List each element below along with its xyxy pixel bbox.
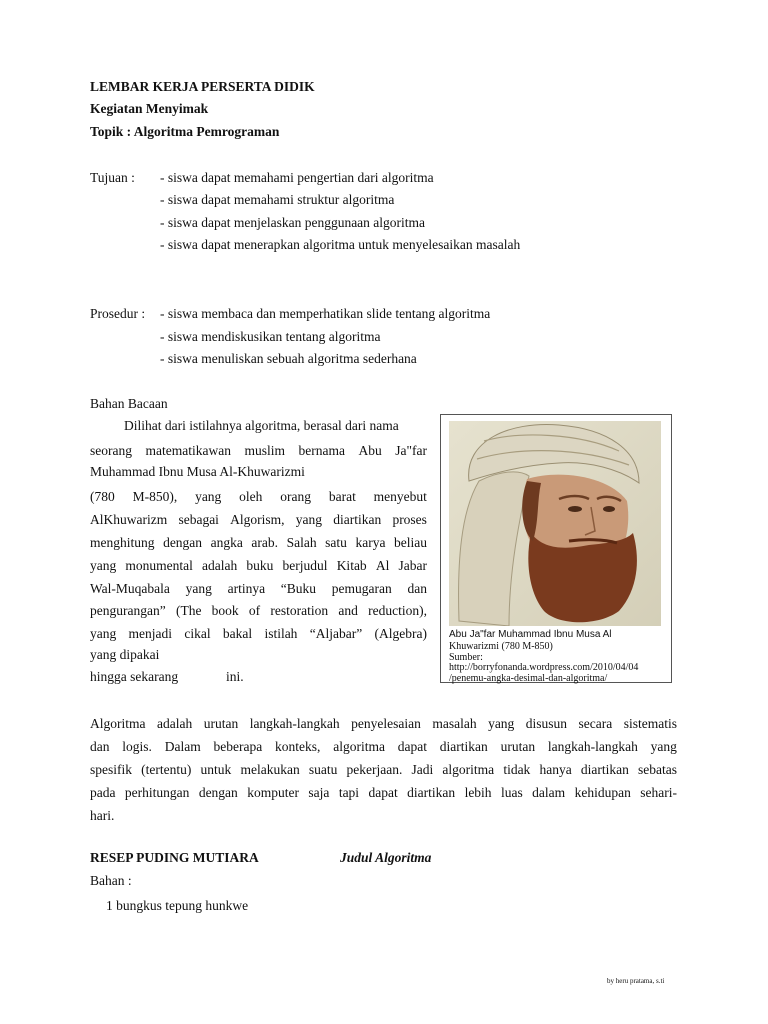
reading-heading: Bahan Bacaan — [90, 396, 168, 411]
tujuan-item: - siswa dapat memahami struktur algoritma — [160, 192, 395, 207]
reading-line-justified: Wal-Muqabala yang artinya “Buku pemugaran dan — [90, 581, 427, 596]
reading-line-justified: menghitung dengan angka arab. Salah satu karya beliau — [90, 535, 427, 550]
recipe-title: RESEP PUDING MUTIARA — [90, 850, 259, 865]
definition-line: spesifik (tertentu) untuk melakukan suatu pekerjaan. Jadi algoritma tidak hanya diartikan sebatas — [90, 762, 677, 777]
reading-line — [90, 601, 427, 620]
reading-line — [90, 533, 427, 552]
reading-line-justified: yang monumental adalah buku berjudul Kitab Al Jabar — [90, 558, 427, 573]
definition-line: Algoritma adalah urutan langkah-langkah penyelesaian masalah yang disusun secara sistematis — [90, 716, 677, 731]
prosedur-label: Prosedur : — [90, 306, 146, 321]
prosedur-item: - siswa membaca dan memperhatikan slide tentang algoritma — [160, 306, 491, 321]
tujuan-item: - siswa dapat memahami pengertian dari algoritma — [160, 170, 434, 185]
figure-caption-source — [449, 642, 638, 684]
recipe-subtitle: Judul Algoritma — [340, 850, 432, 865]
prosedur-item: - siswa mendiskusikan tentang algoritma — [160, 329, 381, 344]
reading-line-justified: seorang matematikawan muslim bernama Abu Ja"far — [90, 443, 427, 458]
footer-credit: by heru pratama, s.ti — [607, 977, 665, 985]
definition-line: pada perhitungan dengan komputer saja tapi dapat diartikan lebih luas dalam kehidupan sehari- — [90, 785, 677, 800]
reading-line — [90, 441, 427, 460]
reading-line — [90, 624, 427, 643]
reading-line — [90, 579, 427, 598]
tujuan-item: - siswa dapat menjelaskan penggunaan algoritma — [160, 215, 426, 230]
reading-line-justified: (780 M-850), yang oleh orang barat menyebut — [90, 489, 427, 504]
page-title: LEMBAR KERJA PERSERTA DIDIK — [90, 79, 315, 94]
reading-line: yang dipakai — [90, 647, 160, 662]
definition-line: dan logis. Dalam beberapa konteks, algoritma dapat diartikan urutan langkah-langkah yang — [90, 739, 677, 754]
figure-caption-years: Khuwarizmi (780 M-850) — [449, 641, 553, 652]
recipe-ingredients-label: Bahan : — [90, 873, 132, 888]
reading-line — [90, 510, 427, 529]
figure-source-label: Sumber: — [449, 651, 483, 663]
reading-line: Dilihat dari istilahnya algoritma, berasal dari nama — [124, 418, 399, 433]
activity-heading: Kegiatan Menyimak — [90, 101, 209, 116]
figure-caption-name: Abu Ja"far Muhammad Ibnu Musa Al — [449, 629, 612, 640]
reading-line: Muhammad Ibnu Musa Al-Khuwarizmi — [90, 464, 305, 479]
portrait-image — [449, 421, 661, 626]
figure-source-url: /penemu-angka-desimal-dan-algoritma/ — [449, 672, 608, 684]
definition-line: hari. — [90, 808, 115, 823]
reading-line-justified: AlKhuwarizm sebagai Algorism, yang diartikan proses — [90, 512, 427, 527]
reading-line: hingga sekarang — [90, 669, 179, 684]
reading-line-justified: pengurangan” (The book of restoration and reduction), — [90, 603, 427, 618]
reading-line: ini. — [226, 669, 244, 684]
prosedur-item: - siswa menuliskan sebuah algoritma sederhana — [160, 351, 417, 366]
topic-heading: Topik : Algoritma Pemrograman — [90, 124, 280, 139]
reading-line — [90, 556, 427, 575]
reading-line — [90, 487, 427, 506]
figure-source-url: http://borryfonanda.wordpress.com/2010/04/04 — [449, 662, 639, 673]
definition-paragraph — [90, 712, 677, 827]
tujuan-label: Tujuan : — [90, 170, 135, 185]
recipe-ingredient-item: 1 bungkus tepung hunkwe — [106, 898, 249, 913]
portrait-figure — [440, 414, 672, 683]
tujuan-item: - siswa dapat menerapkan algoritma untuk menyelesaikan masalah — [160, 237, 521, 252]
reading-line-justified: yang menjadi cikal bakal istilah “Aljabar” (Algebra) — [90, 626, 427, 641]
